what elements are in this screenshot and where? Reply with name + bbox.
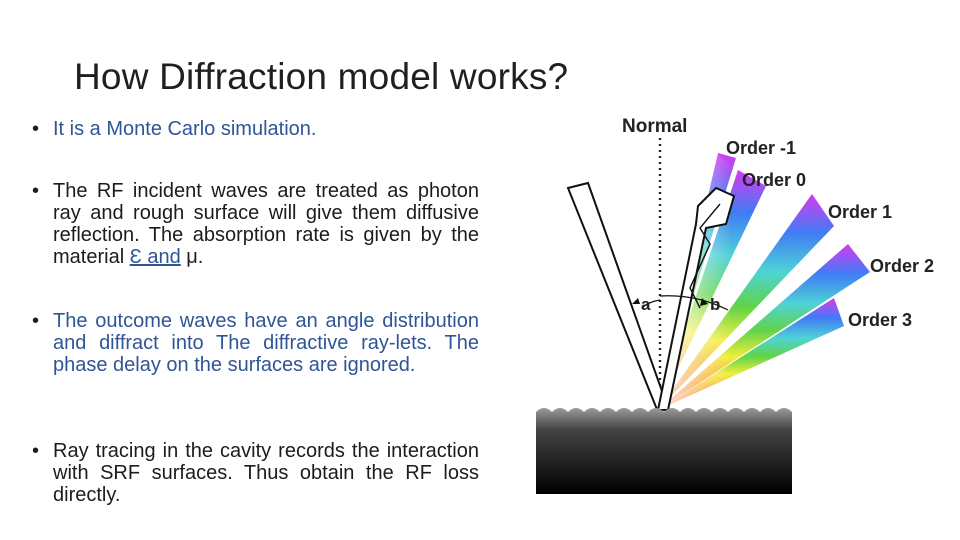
- bullet-item: [34, 118, 479, 140]
- rough-surface: [536, 408, 792, 494]
- bullet-text-4: Ray tracing in the cavity records the interaction with SRF surfaces. Thus obtain the RF loss directly.: [53, 440, 479, 506]
- order-0-label: Order 0: [742, 170, 807, 190]
- bullet-text-1: It is a Monte Carlo simulation.: [53, 118, 317, 140]
- bullet-dot: •: [32, 180, 40, 202]
- order-1-label: Order 1: [828, 202, 893, 222]
- order-2-label: Order 2: [870, 256, 935, 276]
- order-minus1-label: Order -1: [726, 138, 797, 158]
- bullet-dot: •: [32, 440, 40, 462]
- bullet-item: [34, 310, 479, 376]
- page-title: How Diffraction model works?: [74, 56, 569, 97]
- bullet-text-2-main: The RF incident waves are treated as photon ray and rough surface will give them diffusive reflection. The absorption rate is given by the material: [53, 180, 479, 268]
- angle-b-label: b: [710, 295, 721, 314]
- incident-beam: [568, 183, 668, 412]
- bullet-text-2-tail: μ.: [180, 246, 204, 268]
- bullet-dot: •: [32, 118, 40, 140]
- bullet-item: [34, 180, 479, 268]
- bullet-text-3: The outcome waves have an angle distribution and diffract into The diffractive ray-lets. The phase delay on the surfaces are ignored.: [53, 310, 479, 376]
- epsilon-link[interactable]: Ɛ and: [129, 246, 181, 268]
- bullet-dot: •: [32, 310, 40, 332]
- order-3-label: Order 3: [848, 310, 913, 330]
- bullet-item: [34, 440, 479, 506]
- normal-label: Normal: [622, 116, 688, 137]
- bullet-text-2: [53, 180, 479, 268]
- angle-a-label: a: [641, 295, 651, 314]
- diffraction-diagram: [530, 108, 960, 498]
